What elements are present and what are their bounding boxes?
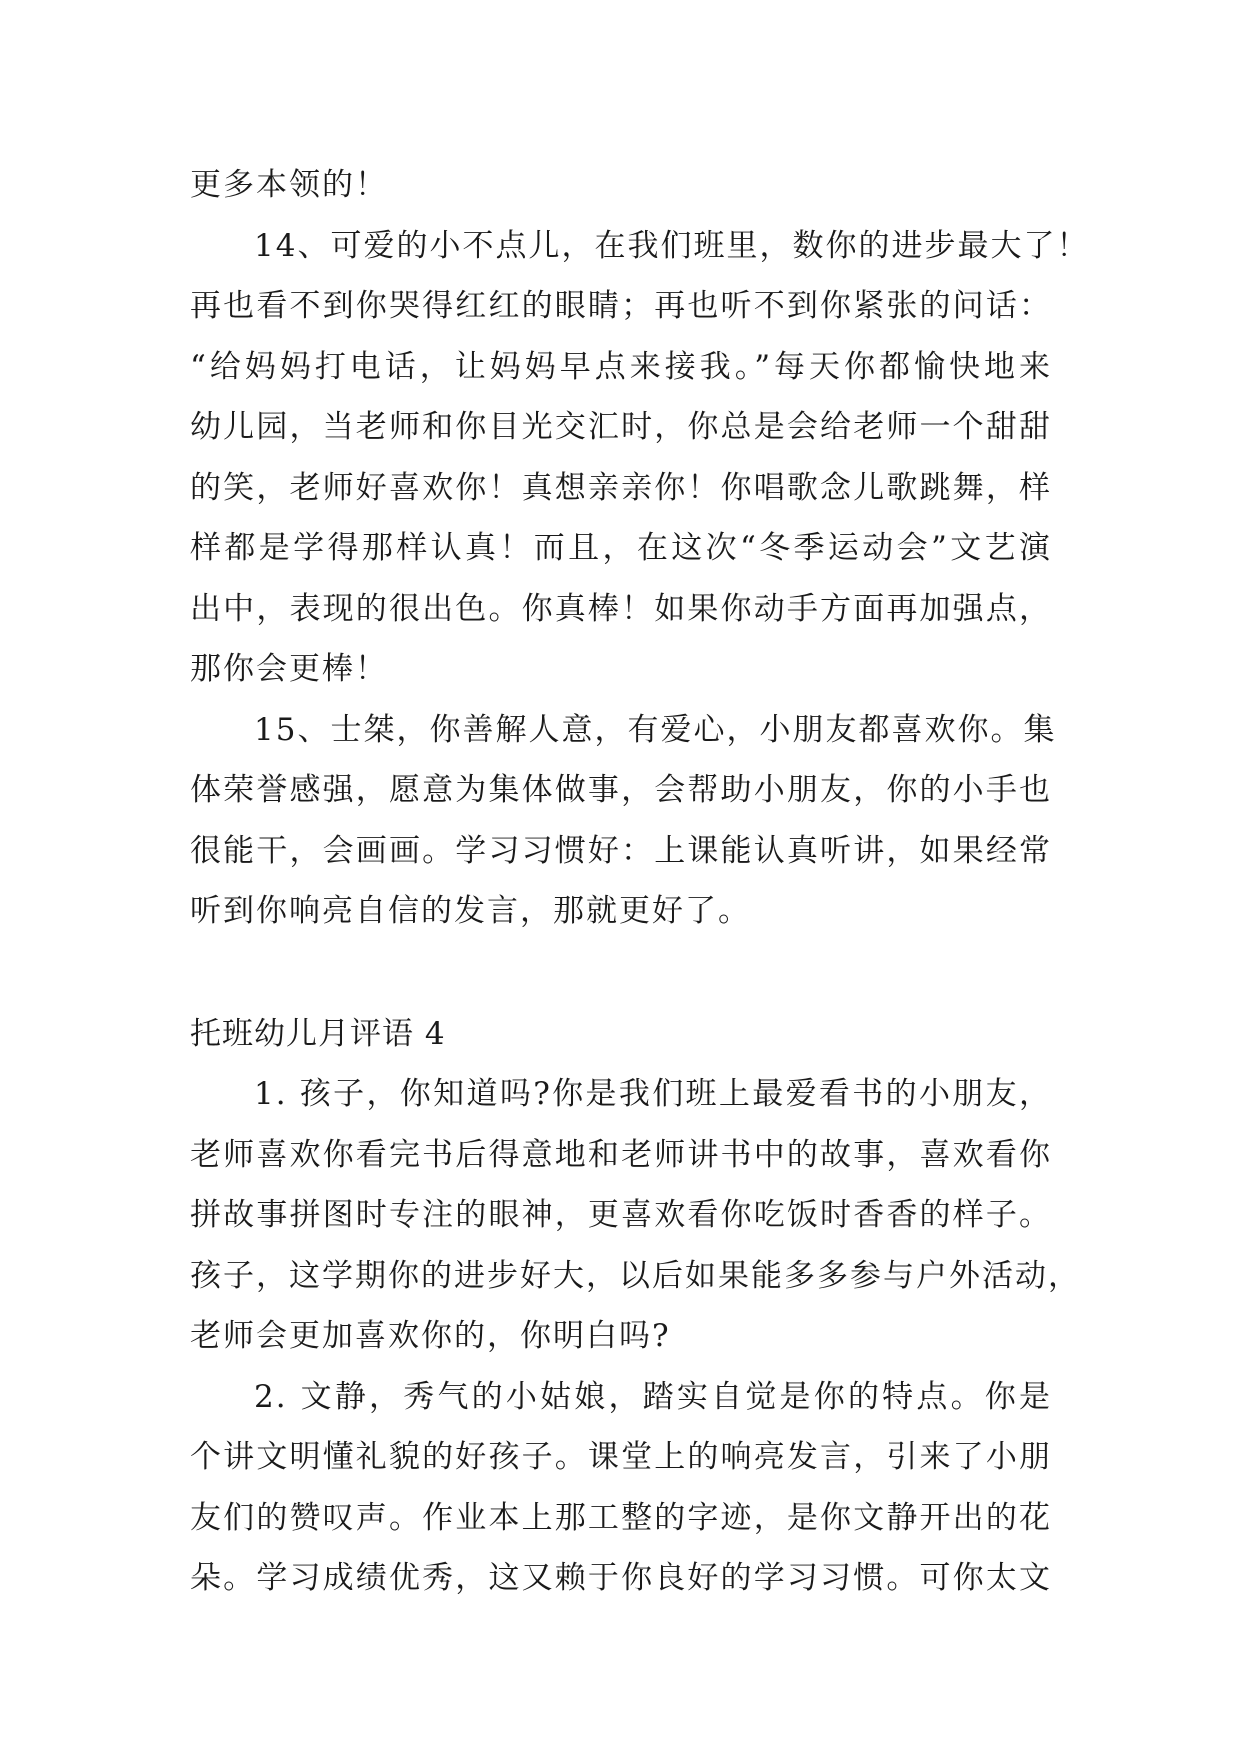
text-line: 朵。学习成绩优秀，这又赖于你良好的学习习惯。可你太文 bbox=[190, 1560, 1052, 1596]
text-line: 很能干，会画画。学习习惯好：上课能认真听讲，如果经常 bbox=[190, 832, 1052, 869]
text-line: 个讲文明懂礼貌的好孩子。课堂上的响亮发言，引来了小朋 bbox=[190, 1439, 1052, 1475]
text-line: “给妈妈打电话，让妈妈早点来接我。”每天你都愉快地来 bbox=[190, 348, 1052, 385]
paragraph-item-15 bbox=[190, 700, 1057, 942]
text-line: 再也看不到你哭得红红的眼睛；再也听不到你紧张的问话： bbox=[190, 288, 1052, 324]
text-line: 1. 孩子，你知道吗?你是我们班上最爱看书的小朋友， bbox=[254, 1076, 1052, 1112]
text-line: 14、可爱的小不点儿，在我们班里，数你的进步最大了！ bbox=[254, 227, 1090, 264]
section-heading: 托班幼儿月评语 4 bbox=[190, 1015, 446, 1052]
paragraph-item-2 bbox=[190, 1367, 1052, 1609]
text-line: 15、士桀，你善解人意，有爱心，小朋友都喜欢你。集 bbox=[254, 711, 1057, 748]
text-line: 出中，表现的很出色。你真棒！如果你动手方面再加强点， bbox=[190, 590, 1052, 627]
text-line: 幼儿园，当老师和你目光交汇时，你总是会给老师一个甜甜 bbox=[190, 409, 1052, 445]
text-line: 老师喜欢你看完书后得意地和老师讲书中的故事，喜欢看你 bbox=[190, 1136, 1052, 1173]
text-line: 2. 文静，秀气的小姑娘，踏实自觉是你的特点。你是 bbox=[254, 1378, 1052, 1415]
paragraph-item-14 bbox=[190, 216, 1090, 700]
text-line: 友们的赞叹声。作业本上那工整的字迹，是你文静开出的花 bbox=[190, 1499, 1052, 1536]
text-line: 听到你响亮自信的发言，那就更好了。 bbox=[190, 893, 751, 929]
text-line: 体荣誉感强，愿意为集体做事，会帮助小朋友，你的小手也 bbox=[190, 772, 1052, 808]
paragraph-continuation bbox=[190, 155, 1052, 216]
text-line: 拼故事拼图时专注的眼神，更喜欢看你吃饭时香香的样子。 bbox=[190, 1197, 1052, 1233]
paragraph-item-1 bbox=[190, 1064, 1081, 1367]
text-line: 更多本领的！ bbox=[190, 167, 388, 203]
text-line: 的笑，老师好喜欢你！真想亲亲你！你唱歌念儿歌跳舞，样 bbox=[190, 469, 1052, 506]
text-line: 那你会更棒！ bbox=[190, 651, 388, 687]
text-line: 老师会更加喜欢你的，你明白吗? bbox=[190, 1318, 671, 1354]
section-spacer bbox=[190, 942, 1052, 1004]
document-body bbox=[190, 155, 1090, 1609]
text-line: 孩子，这学期你的进步好大，以后如果能多多参与户外活动， bbox=[190, 1257, 1081, 1294]
text-line: 样都是学得那样认真！而且，在这次“冬季运动会”文艺演 bbox=[190, 530, 1052, 566]
